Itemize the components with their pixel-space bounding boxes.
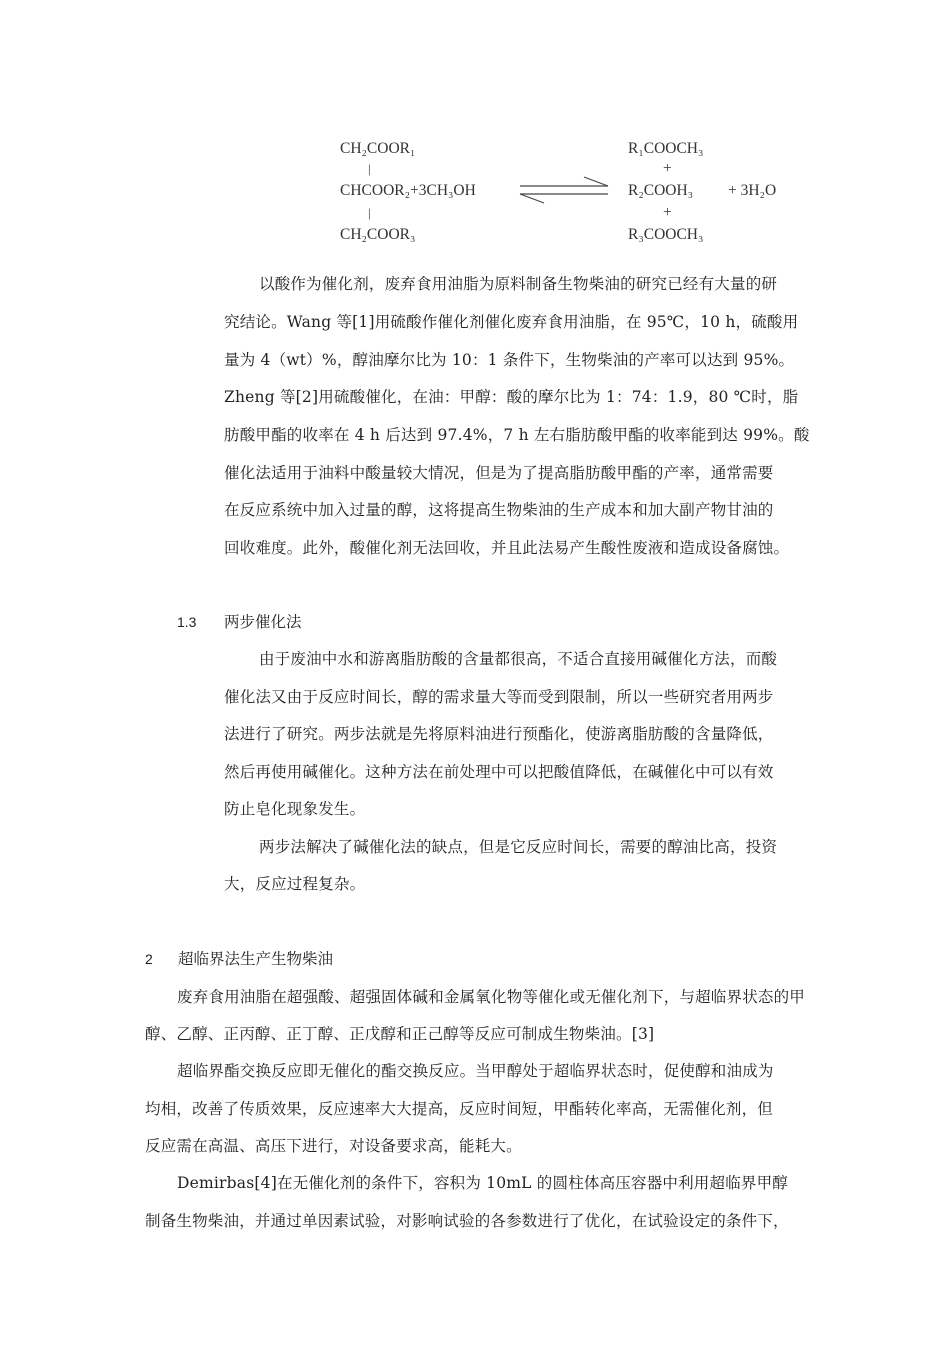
text-line: 由于废油中水和游离脂肪酸的含量都很高，不适合直接用碱催化方法，而酸 <box>259 650 778 668</box>
text-line: Zheng 等[2]用硫酸催化，在油：甲醇：酸的摩尔比为 1：74：1.9，80 ℃时，脂 <box>224 388 799 406</box>
text-line: 量为 4（wt）%，醇油摩尔比为 10：1 条件下，生物柴油的产率可以达到 95%。 <box>224 351 795 369</box>
bond-line-icon: | <box>368 161 371 176</box>
plus-sign: + <box>663 160 672 177</box>
text-line: 催化法适用于油料中酸量较大情况，但是为了提高脂肪酸甲酯的产率，通常需要 <box>224 464 774 482</box>
text-line: 然后再使用碱催化。这种方法在前处理中可以把酸值降低，在碱催化中可以有效 <box>224 763 774 781</box>
text-line: 两步法解决了碱催化法的缺点，但是它反应时间长，需要的醇油比高，投资 <box>259 838 778 856</box>
reactant-bottom: CH₂COOR₃ <box>340 226 416 243</box>
text-line: 均相，改善了传质效果，反应速率大大提高，反应时间短，甲酯转化率高，无需催化剂，但 <box>145 1100 774 1118</box>
text-line: 超临界酯交换反应即无催化的酯交换反应。当甲醇处于超临界状态时，促使醇和油成为 <box>177 1062 774 1080</box>
product-2: R₂COOH₃ <box>628 182 694 199</box>
text-line: 反应需在高温、高压下进行，对设备要求高，能耗大。 <box>145 1137 522 1155</box>
reactant-top: CH₂COOR₁ <box>340 140 416 157</box>
text-line: 废弃食用油脂在超强酸、超强固体碱和金属氧化物等催化或无催化剂下，与超临界状态的甲 <box>177 988 806 1006</box>
text-line: Demirbas[4]在无催化剂的条件下，容积为 10mL 的圆柱体高压容器中利用超临界甲醇 <box>177 1174 789 1192</box>
text-line: 法进行了研究。两步法就是先将原料油进行预酯化，使游离脂肪酸的含量降低， <box>224 725 774 743</box>
text-line: 究结论。Wang 等[1]用硫酸作催化剂催化废弃食用油脂，在 95℃，10 h，硫酸用 <box>224 313 799 331</box>
plus-sign: + <box>663 204 672 221</box>
water-product: + 3H₂O <box>728 182 777 199</box>
text-line: 醇、乙醇、正丙醇、正丁醇、正戊醇和正己醇等反应可制成生物柴油。[3] <box>145 1025 655 1043</box>
section-title: 超临界法生产生物柴油 <box>178 950 334 968</box>
text-line: 以酸作为催化剂，废弃食用油脂为原料制备生物柴油的研究已经有大量的研 <box>259 275 778 293</box>
product-1: R₁COOCH₃ <box>628 140 704 157</box>
text-line: 防止皂化现象发生。 <box>224 800 366 818</box>
text-line: 肪酸甲酯的收率在 4 h 后达到 97.4%，7 h 左右脂肪酸甲酯的收率能到达 99%。酸 <box>224 426 810 444</box>
section-heading-2 <box>145 949 333 969</box>
reactant-middle: CHCOOR₂+3CH₃OH <box>340 182 476 199</box>
text-line: 大，反应过程复杂。 <box>224 875 366 893</box>
text-line: 制备生物柴油，并通过单因素试验，对影响试验的各参数进行了优化，在试验设定的条件下， <box>145 1212 789 1230</box>
section-heading-1-3 <box>177 612 302 632</box>
text-line: 回收难度。此外，酸催化剂无法回收，并且此法易产生酸性废液和造成设备腐蚀。 <box>224 539 790 557</box>
section-number: 1.3 <box>177 614 197 630</box>
equilibrium-arrow-icon <box>518 174 610 206</box>
text-line: 催化法又由于反应时间长，醇的需求量大等而受到限制，所以一些研究者用两步 <box>224 688 774 706</box>
section-title: 两步催化法 <box>224 613 302 631</box>
section-number: 2 <box>145 951 153 967</box>
bond-line-icon: | <box>368 205 371 220</box>
text-line: 在反应系统中加入过量的醇，这将提高生物柴油的生产成本和加大副产物甘油的 <box>224 501 774 519</box>
transesterification-equation <box>330 130 800 255</box>
product-3: R₃COOCH₃ <box>628 226 704 243</box>
